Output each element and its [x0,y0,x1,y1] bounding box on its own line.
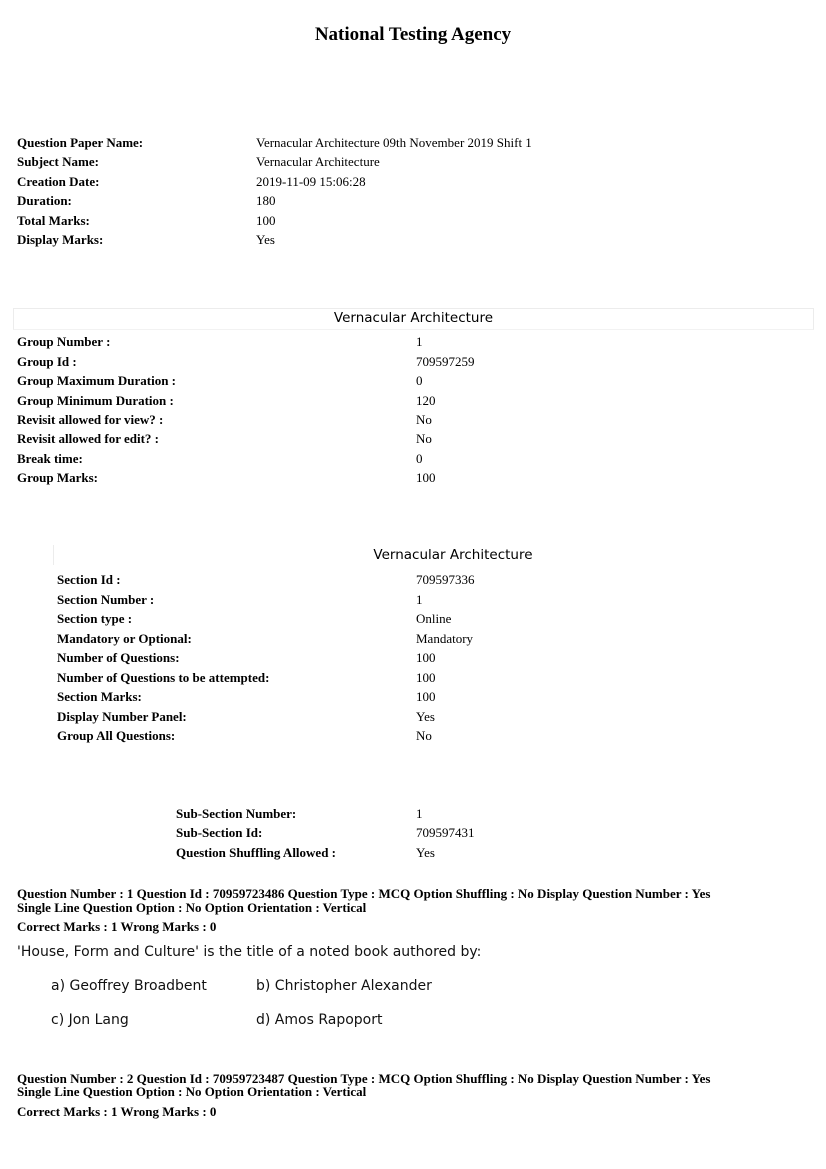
field-value: 1 [416,334,423,349]
field-label: Revisit allowed for edit? : [17,431,160,446]
field-value: Yes [256,232,275,247]
field-label: Mandatory or Optional: [57,631,192,646]
field-label: Sub-Section Number: [176,806,297,821]
field-value: No [416,728,432,743]
question-meta: Question Number : 1 Question Id : 70959723486 Question Type : MCQ Option Shuffling : No Display Question Number : Yes [17,886,711,901]
field-value: 100 [416,670,436,685]
field-label: Group Id : [17,354,77,369]
field-label: Question Shuffling Allowed : [176,845,337,860]
question-marks: Correct Marks : 1 Wrong Marks : 0 [17,1104,217,1119]
field-value: 0 [416,373,423,388]
section-heading: Vernacular Architecture [373,547,533,563]
field-label: Section Number : [57,592,155,607]
field-value: Vernacular Architecture [256,154,380,169]
field-value: 1 [416,806,423,821]
question-meta: Question Number : 2 Question Id : 70959723487 Question Type : MCQ Option Shuffling : No Display Question Number : Yes [17,1071,711,1086]
group-heading: Vernacular Architecture [333,310,494,326]
field-label: Display Marks: [17,232,104,247]
field-label: Revisit allowed for view? : [17,412,164,427]
question-marks: Correct Marks : 1 Wrong Marks : 0 [17,919,217,934]
question-meta-options: Single Line Question Option : No Option Orientation : Vertical [17,900,367,915]
field-label: Total Marks: [17,213,90,228]
field-value: Yes [416,709,435,724]
field-value: 0 [416,451,423,466]
field-value: 100 [256,213,276,228]
field-value: Mandatory [416,631,474,646]
question-meta-options: Single Line Question Option : No Option Orientation : Vertical [17,1084,367,1099]
field-label: Group All Questions: [57,728,176,743]
option-b: b) Christopher Alexander [256,978,432,994]
page-title: National Testing Agency [314,24,512,45]
field-value: 180 [256,193,276,208]
field-value: 1 [416,592,423,607]
field-label: Number of Questions: [57,650,180,665]
option-a: a) Geoffrey Broadbent [51,978,207,994]
field-label: Creation Date: [17,174,100,189]
field-value: 709597431 [416,825,475,840]
option-d: d) Amos Rapoport [256,1012,383,1028]
field-label: Question Paper Name: [17,135,144,150]
field-value: 2019-11-09 15:06:28 [256,174,366,189]
field-value: 100 [416,470,436,485]
field-label: Group Maximum Duration : [17,373,177,388]
field-label: Section Id : [57,572,121,587]
field-label: Break time: [17,451,83,466]
field-label: Section type : [57,611,133,626]
option-c: c) Jon Lang [51,1012,129,1028]
field-value: 100 [416,689,436,704]
field-label: Group Minimum Duration : [17,393,174,408]
field-value: Yes [416,845,435,860]
field-label: Sub-Section Id: [176,825,263,840]
field-label: Number of Questions to be attempted: [57,670,270,685]
field-value: No [416,431,432,446]
field-value: No [416,412,432,427]
field-value: Online [416,611,452,626]
field-label: Duration: [17,193,72,208]
question-text: 'House, Form and Culture' is the title of a noted book authored by: [17,944,482,960]
field-value: 100 [416,650,436,665]
field-value: 709597259 [416,354,475,369]
field-label: Group Marks: [17,470,99,485]
field-value: 120 [416,393,436,408]
field-label: Subject Name: [17,154,99,169]
field-value: Vernacular Architecture 09th November 2019 Shift 1 [256,135,532,150]
field-value: 709597336 [416,572,475,587]
field-label: Display Number Panel: [57,709,187,724]
field-label: Section Marks: [57,689,142,704]
field-label: Group Number : [17,334,111,349]
